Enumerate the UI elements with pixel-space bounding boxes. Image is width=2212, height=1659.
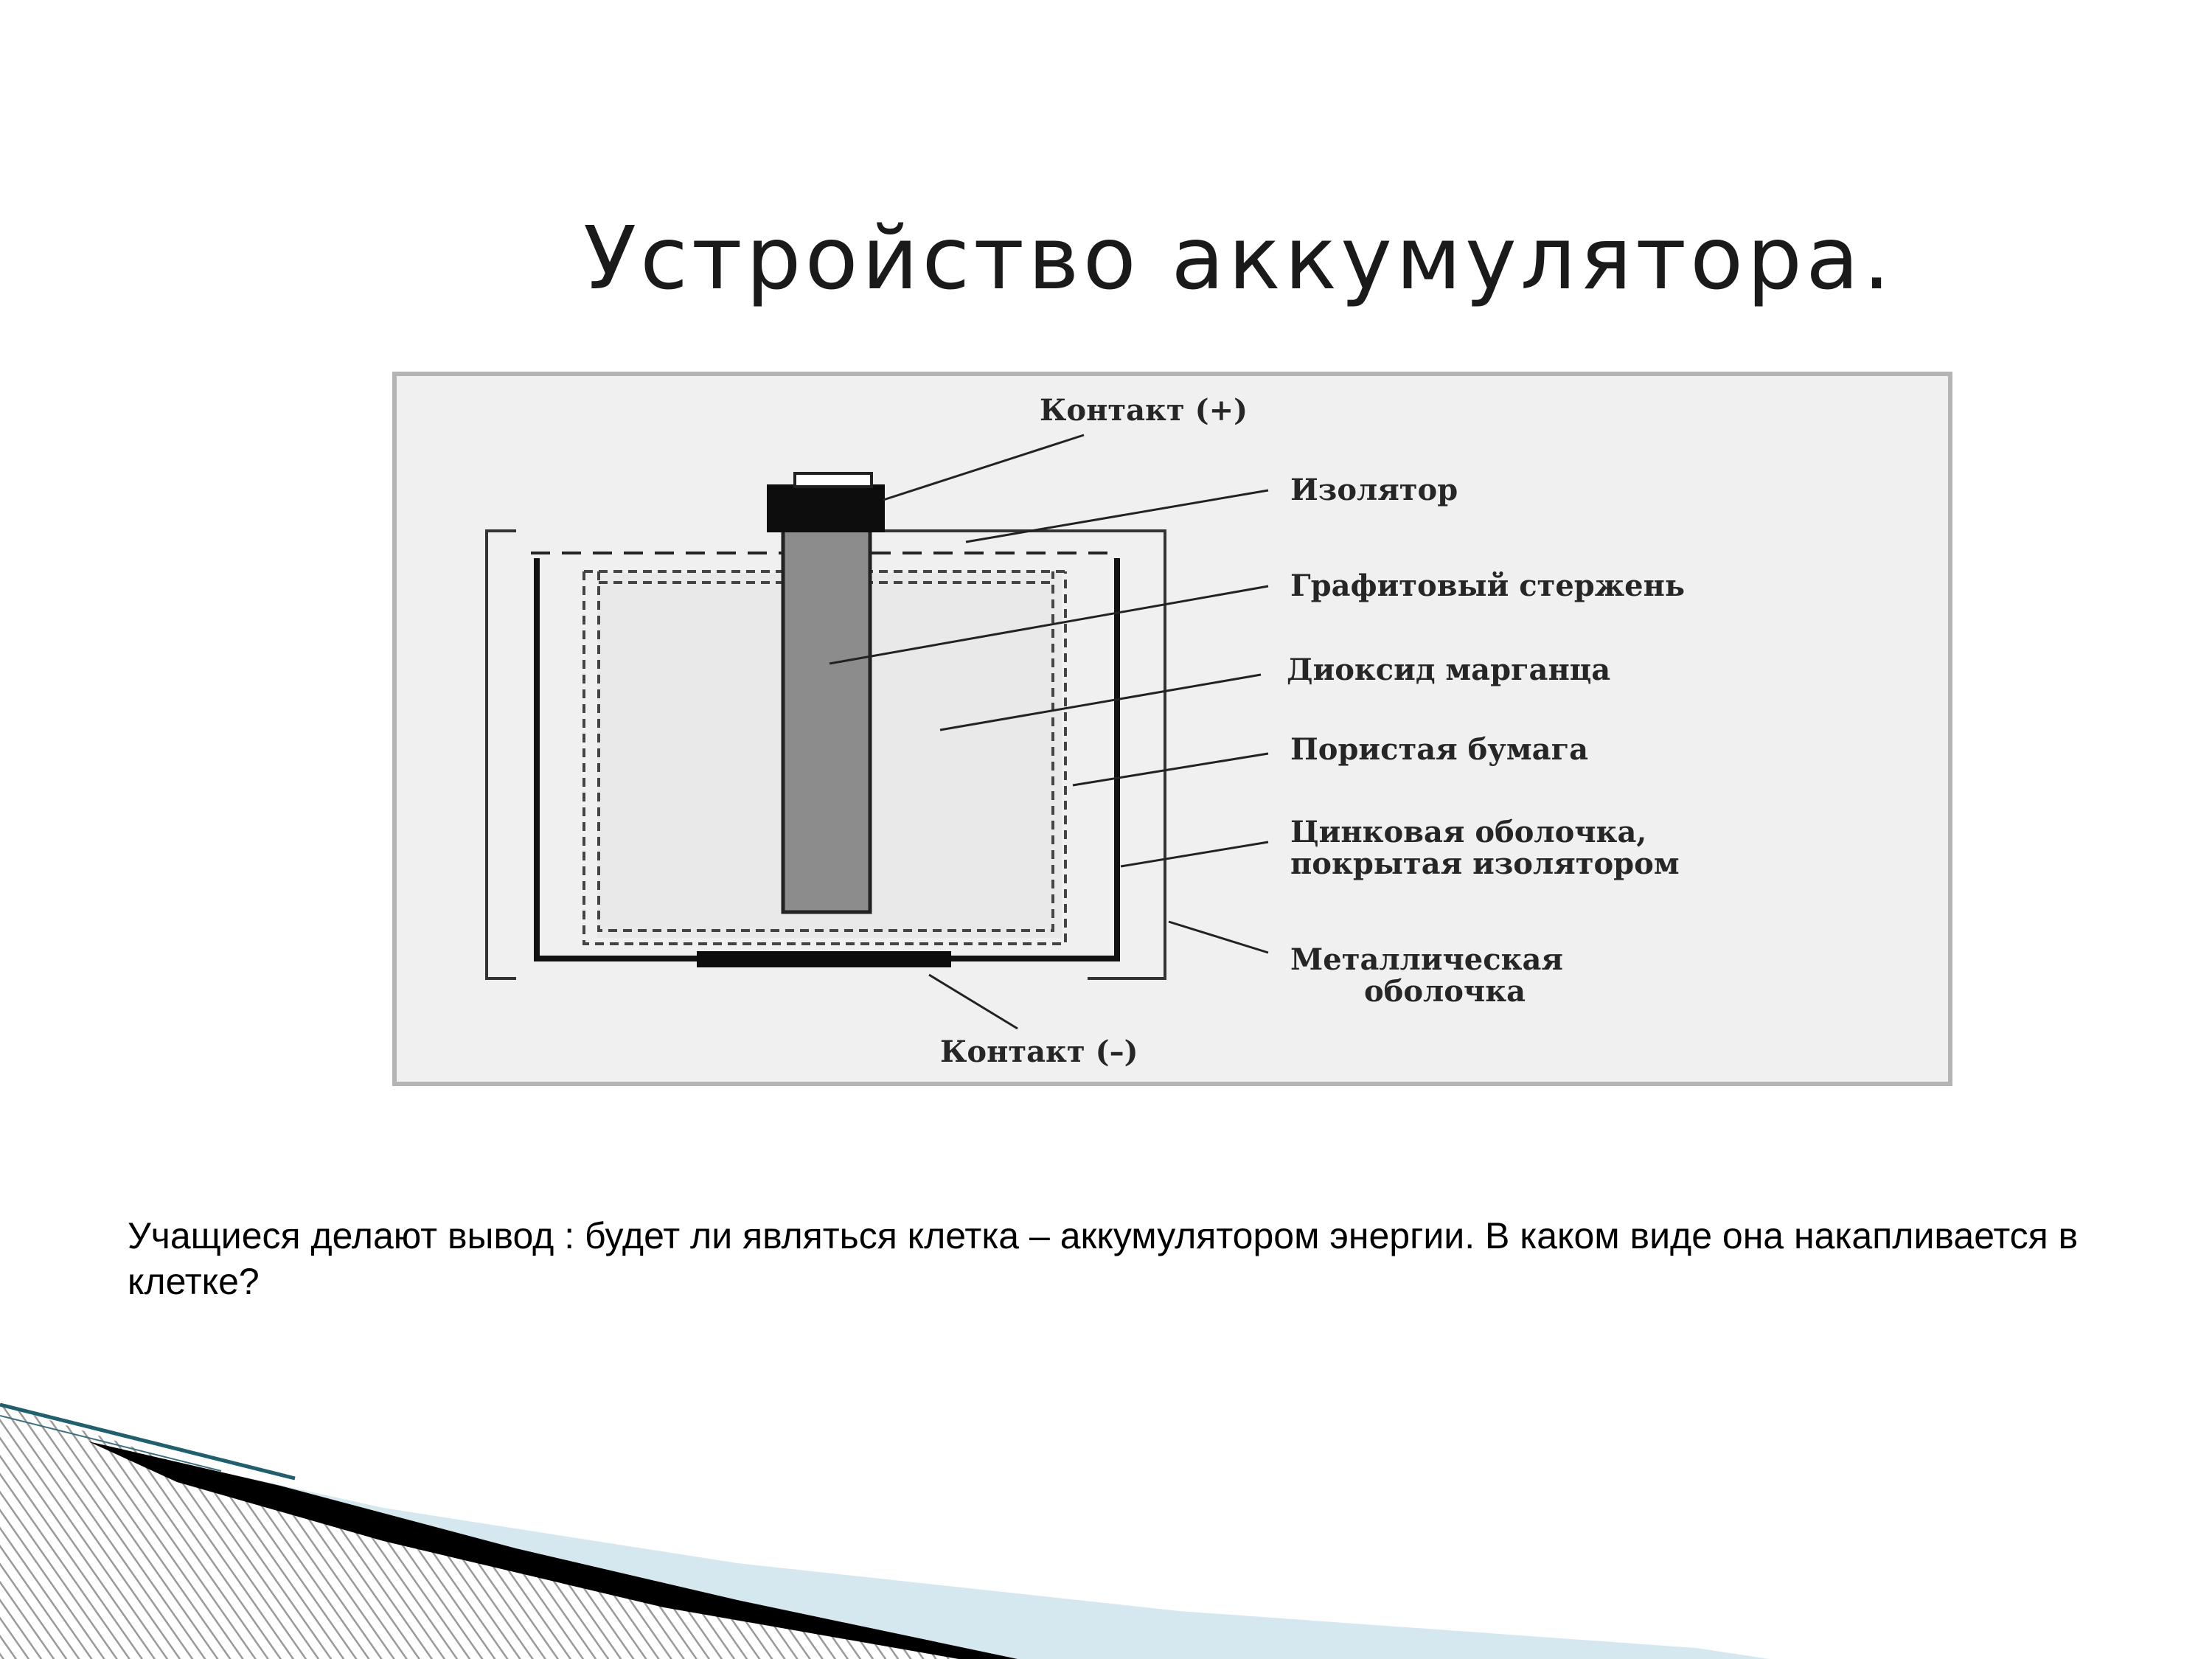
label-contact-plus: Контакт (+) bbox=[1040, 393, 1248, 428]
label-contact-minus: Контакт (–) bbox=[940, 1034, 1138, 1069]
label-metal-shell-line1: Металлическая bbox=[1290, 942, 1563, 977]
label-manganese-dioxide: Диоксид марганца bbox=[1287, 653, 1611, 687]
label-zinc-shell-line1: Цинковая оболочка, bbox=[1290, 815, 1647, 849]
rod-insulator-cap bbox=[767, 484, 885, 532]
graphite-rod bbox=[783, 529, 870, 912]
label-porous-paper: Пористая бумага bbox=[1290, 732, 1589, 767]
slide-title: Устройство аккумулятора. bbox=[583, 207, 1894, 309]
label-metal-shell-line2: оболочка bbox=[1364, 974, 1526, 1009]
contact-minus-terminal bbox=[697, 951, 951, 967]
label-insulator: Изолятор bbox=[1290, 473, 1458, 507]
label-zinc-shell-line2: покрытая изолятором bbox=[1290, 846, 1680, 881]
label-graphite-rod: Графитовый стержень bbox=[1290, 568, 1686, 603]
slide-caption: Учащиеся делают вывод : будет ли являться клетка – аккумулятором энергии. В каком виде она накапливается в клетке? bbox=[128, 1215, 2079, 1302]
contact-plus-terminal bbox=[795, 473, 872, 487]
